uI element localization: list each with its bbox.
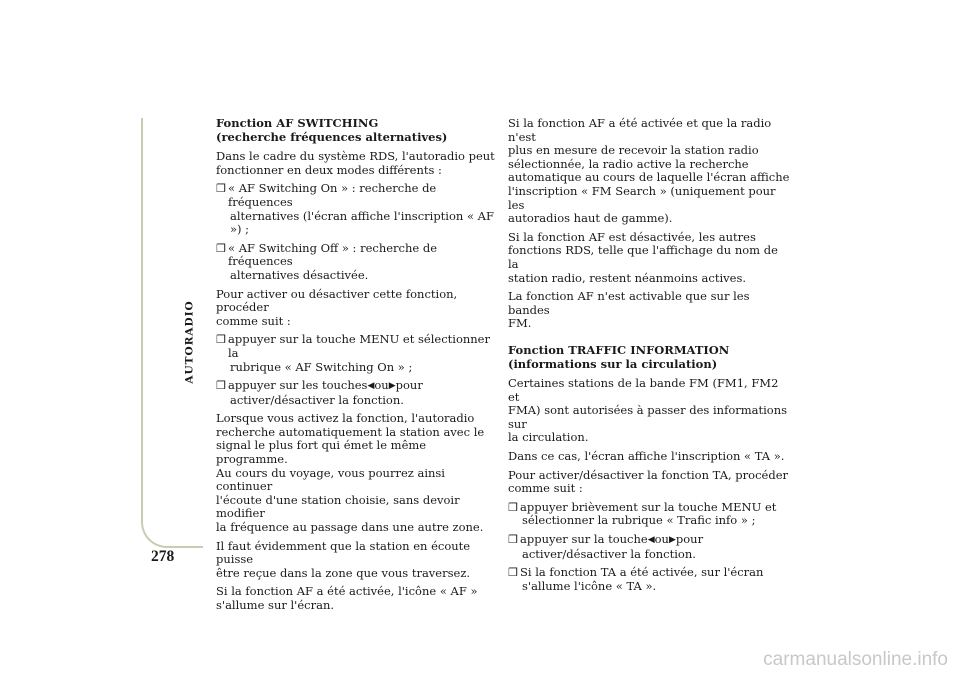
checkbox-bullet-icon: ❒ xyxy=(508,500,518,514)
paragraph: Dans le cadre du système RDS, l'autoradio peut fonctionner en deux modes différents : xyxy=(216,149,495,177)
af-switching-heading: Fonction AF SWITCHING (recherche fréquences alternatives) xyxy=(216,116,448,144)
paragraph: Si la fonction AF a été activée, l'icône « AF » s'allume sur l'écran. xyxy=(216,584,478,612)
watermark-text: carmanualsonline.info xyxy=(763,649,948,670)
paragraph: Dans ce cas, l'écran affiche l'inscription « TA ». xyxy=(508,449,785,464)
triangle-right-icon: ▶ xyxy=(388,381,396,392)
list-item: ❒ appuyer sur la touche◀ou▶pour activer/désactiver la fonction. xyxy=(508,532,704,561)
paragraph: Lorsque vous activez la fonction, l'autoradio recherche automatiquement la station avec le signal le plus fort qui émet le même programme. Au cours du voyage, vous pourrez ainsi continuer l'écoute d'une station choisie, sans devoir modifier la fréquence au passage dans une autre zone. xyxy=(216,411,485,535)
triangle-right-icon: ▶ xyxy=(668,535,676,546)
paragraph: Pour activer/désactiver la fonction TA, procéder comme suit : xyxy=(508,467,788,496)
list-item: ❒ appuyer sur la touche MENU et sélectionner la rubrique « AF Switching On » ; xyxy=(216,332,490,374)
right-column xyxy=(508,117,790,598)
paragraph: Si la fonction AF a été activée et que la radio n'est plus en mesure de recevoir la station radio sélectionnée, la radio active la recherche automatique au cours de laquelle l'écran affiche l'inscription « FM Search » (uniquement pour les autoradios haut de gamme). xyxy=(508,116,790,226)
list-item: ❒ « AF Switching On » : recherche de fréquences alternatives (l'écran affiche l'inscription « AF ») ; xyxy=(216,181,494,237)
paragraph: Pour activer ou désactiver cette fonction, procéder comme suit : xyxy=(216,286,458,328)
checkbox-bullet-icon: ❒ xyxy=(216,241,226,255)
list-item: ❒ appuyer sur les touches◀ou▶pour activer/désactiver la fonction. xyxy=(216,378,423,407)
page-number: 278 xyxy=(151,548,175,565)
paragraph: Certaines stations de la bande FM (FM1, FM2 et FMA) sont autorisées à passer des informations sur la circulation. xyxy=(508,376,788,445)
triangle-left-icon: ◀ xyxy=(367,381,375,392)
section-side-title: AUTORADIO xyxy=(184,300,196,384)
list-item: ❒ appuyer brièvement sur la touche MENU et sélectionner la rubrique « Trafic info » ; xyxy=(508,499,777,528)
checkbox-bullet-icon: ❒ xyxy=(216,182,226,196)
list-item: ❒ Si la fonction TA a été activée, sur l'écran s'allume l'icône « TA ». xyxy=(508,565,764,593)
paragraph: Il faut évidemment que la station en écoute puisse être reçue dans la zone que vous traversez. xyxy=(216,538,471,580)
paragraph: Si la fonction AF est désactivée, les autres fonctions RDS, telle que l'affichage du nom de la station radio, restent néanmoins actives. xyxy=(508,229,778,285)
checkbox-bullet-icon: ❒ xyxy=(508,566,518,580)
paragraph: La fonction AF n'est activable que sur les bandes FM. xyxy=(508,289,750,331)
checkbox-bullet-icon: ❒ xyxy=(508,533,518,547)
left-column xyxy=(216,117,498,618)
triangle-left-icon: ◀ xyxy=(647,535,655,546)
checkbox-bullet-icon: ❒ xyxy=(216,379,226,393)
list-item: ❒ « AF Switching Off » : recherche de fréquences alternatives désactivée. xyxy=(216,240,438,282)
checkbox-bullet-icon: ❒ xyxy=(216,333,226,347)
traffic-information-heading: Fonction TRAFFIC INFORMATION (informations sur la circulation) xyxy=(508,342,730,371)
